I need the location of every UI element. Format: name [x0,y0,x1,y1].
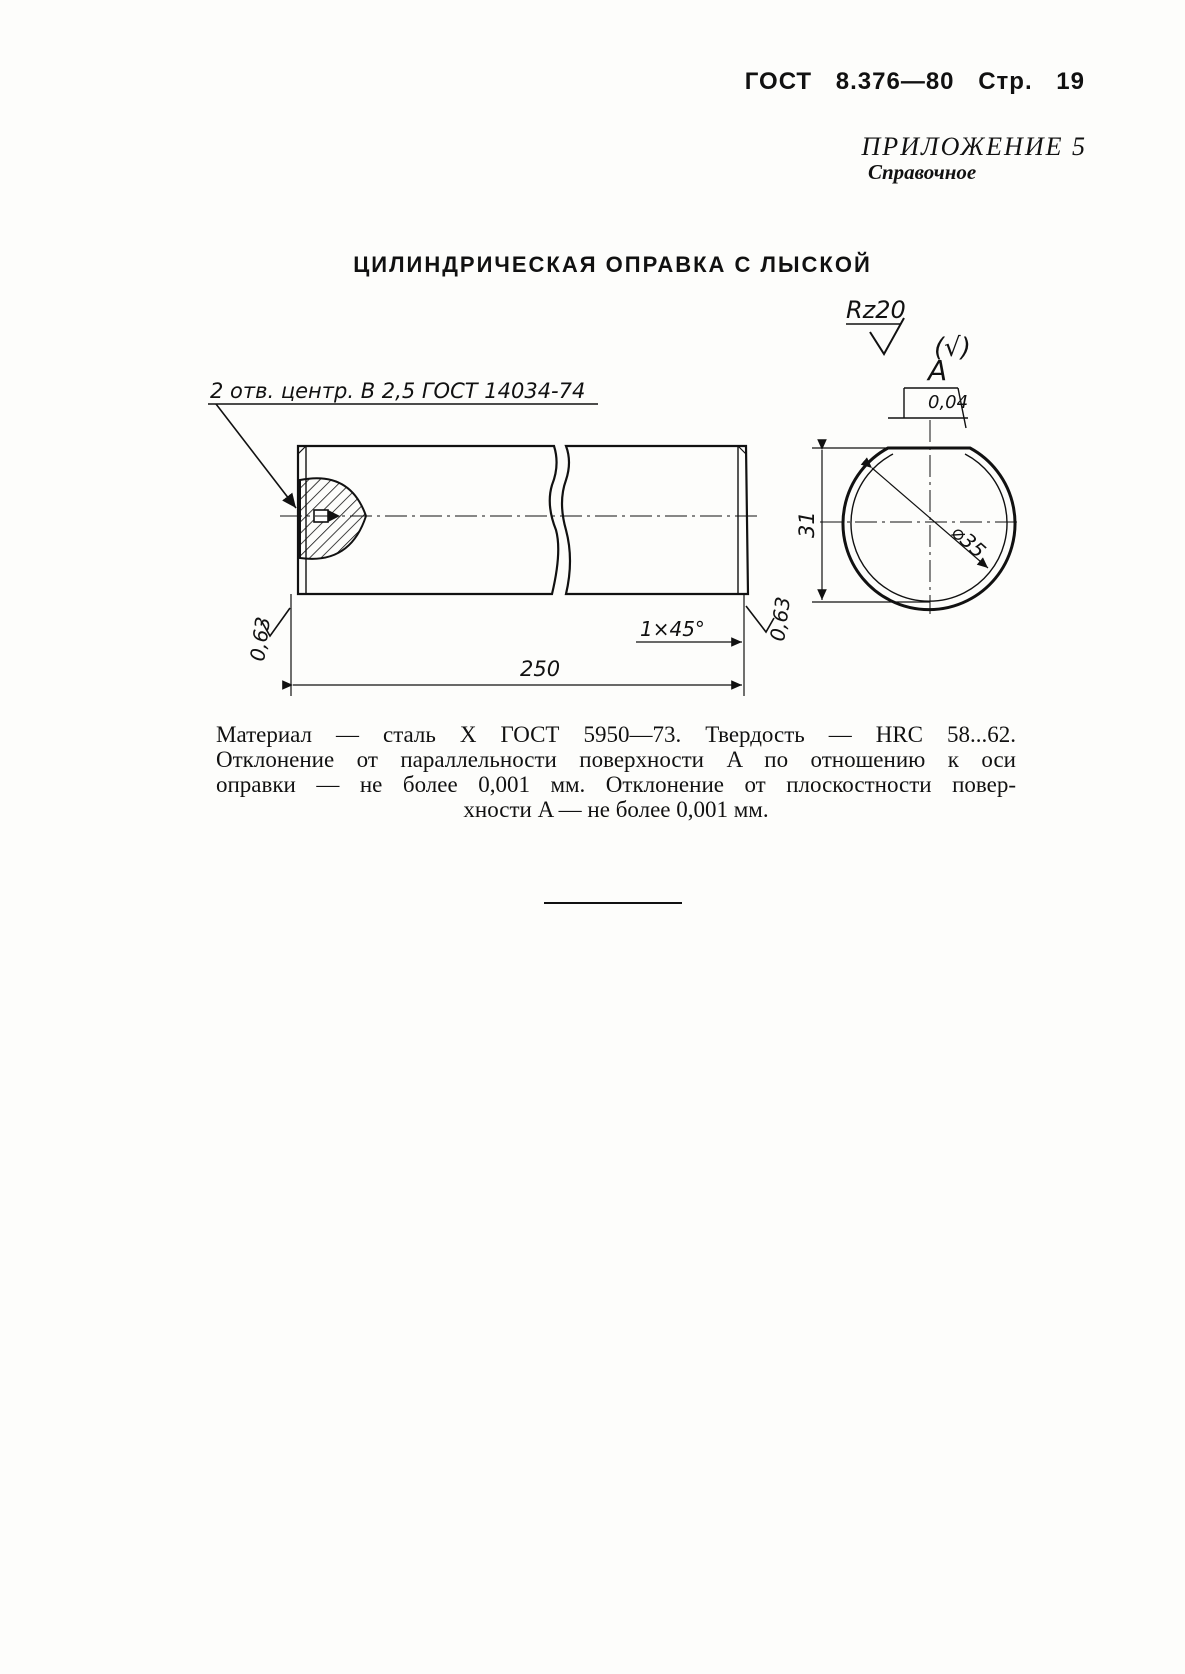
header-standard: ГОСТ [744,68,813,95]
header-page-label: Стр. [978,68,1033,95]
chamfer-label: 1×45° [640,617,705,641]
notes-line-2: Отклонение от параллельности поверхности A по отношению к оси [216,747,1016,772]
center-hole-leader [216,404,296,508]
notes-line-4: хности A — не более 0,001 мм. [463,797,769,822]
height-dim-label: 31 [795,511,819,538]
center-hole-note: 2 отв. центр. В 2,5 ГОСТ 14034-74 [210,379,586,403]
diameter-label: ⌀35 [946,519,991,563]
notes-paragraph [216,722,1016,822]
notes-line-1: Материал — сталь Х ГОСТ 5950—73. Твердость — HRC 58...62. [216,722,1016,747]
page-title: ЦИЛИНДРИЧЕСКАЯ ОПРАВКА С ЛЫСКОЙ [353,252,872,277]
appendix-sublabel: Справочное [868,160,977,184]
mandrel-end-view [820,420,1022,614]
surface-label: A [928,354,948,387]
svg-text:0,63: 0,63 [765,595,796,643]
page-header [745,68,1085,96]
roughness-left [245,608,290,663]
length-dim-label: 250 [520,657,561,681]
roughness-right [746,595,795,642]
roughness-top [846,296,971,363]
mandrel-side-view [280,446,760,594]
roughness-other: (√) [934,333,971,363]
notes-line-3: оправки — не более 0,001 мм. Отклонение от плоскостности повер- [216,772,1016,797]
header-number: 8.376—80 [835,68,955,95]
svg-text:Rz20: Rz20 [846,296,906,324]
end-rule [544,902,682,904]
technical-drawing [0,290,1185,710]
flatness-tolerance: 0,04 [928,392,969,413]
appendix-label: ПРИЛОЖЕНИЕ 5 [861,132,1087,161]
header-page-number: 19 [1056,68,1085,95]
svg-text:0,63: 0,63 [245,615,276,663]
